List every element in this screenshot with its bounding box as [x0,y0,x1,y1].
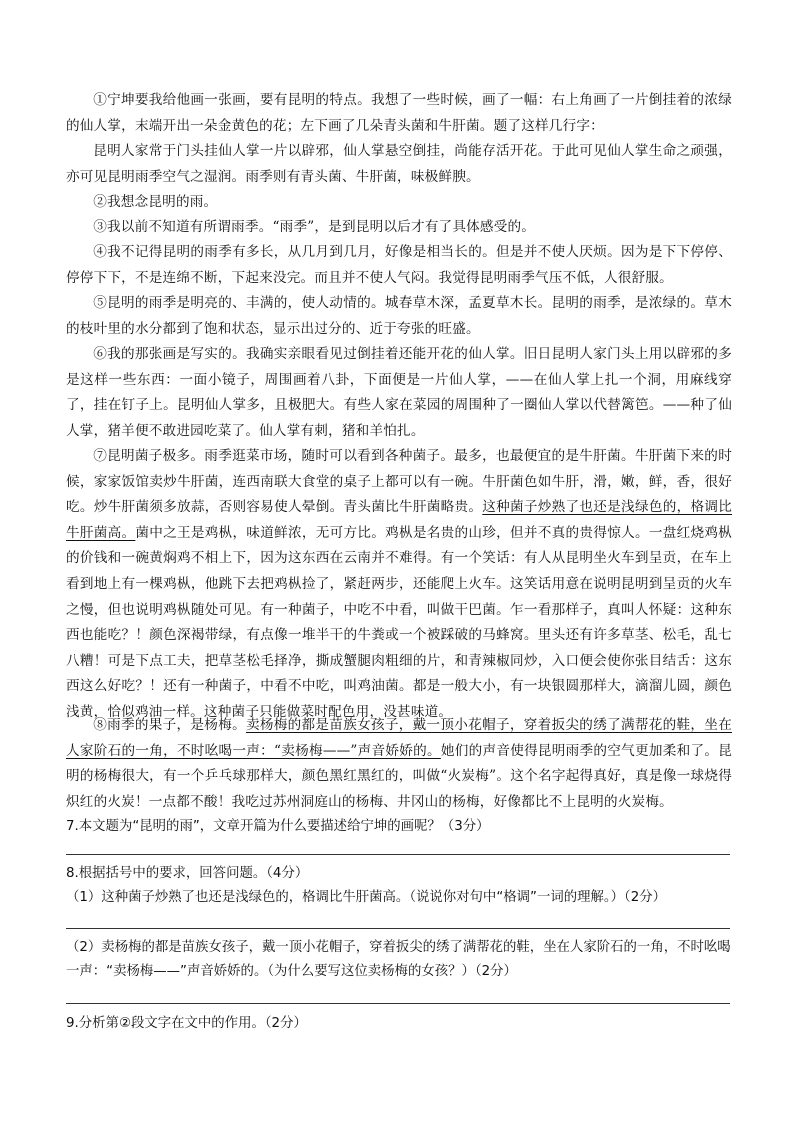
paragraph-5: ⑤昆明的雨季是明亮的、丰满的，使人动情的。城春草木深，孟夏草木长。昆明的雨季，是浓绿的。草木的枝叶里的水分都到了饱和状态，显示出过分的、近于夸张的旺盛。 [66,295,732,337]
paragraph-1: ①宁坤要我给他画一张画，要有昆明的特点。我想了一些时候，画了一幅：右上角画了一片倒挂着的浓绿的仙人掌，末端开出一朵金黄色的花；左下画了几朵青头菌和牛肝菌。题了这样几行字： [66,92,732,134]
paragraph-4: ④我不记得昆明的雨季有多长，从几月到几月，好像是相当长的。但是并不使人厌烦。因为是下下停停、停停下下，不是连绵不断，下起来没完。而且并不使人气闷。我觉得昆明雨季气压不低，人很舒服。 [66,244,732,286]
question-7: 7.本文题为“昆明的雨”，文章开篇为什么要描述给宁坤的画呢？（3分） [66,819,490,834]
underlined-sentence-mushroom: 这种菌子炒熟了也还是浅绿色的，格调比牛肝菌高。 [66,499,732,541]
paragraph-8-text-a: ⑧雨季的果子，是杨梅。 [93,717,246,733]
paragraph-7-text-b: 菌中之王是鸡枞，味道鲜浓，无可方比。鸡枞是名贵的山珍，但并不真的贵得惊人。一盘红烧鸡枞的价钱和一碗黄焖鸡不相上下，因为这东西在云南并不难得。有一个笑话：有人从昆明坐火车到呈贡，在车上看到地上有一棵鸡枞，他跳下去把鸡枞捡了，紧赶两步，还能爬上火车。这笑话用意在说明昆明到呈贡的火车之慢，但也说明鸡枞随处可见。有一种菌子，中吃不中看，叫做干巴菌。乍一看那样子，真叫人怀疑：这种东西也能吃？！颜色深褐带绿，有点像一堆半干的牛粪或一个被踩破的马蜂窝。里头还有许多草茎、松毛，乱七八糟！可是下点工夫，把草茎松毛择净，撕成蟹腿肉粗细的片，和青辣椒同炒，入口便会使你张目结舌：这东西这么好吃？！还有一种菌子，中看不中吃，叫鸡油菌。都是一般大小，有一块银圆那样大，滴溜儿圆，颜色浅黄，恰似鸡油一样。这种菌子只能做菜时配色用，没甚味道。 [66,524,732,720]
question-8: 8.根据括号中的要求，回答问题。（4分） [66,866,309,881]
question-8-part-1: （1）这种菌子炒熟了也还是浅绿色的，格调比牛肝菌高。（说说你对句中“格调”一词的理解。）（2分） [66,890,666,905]
answer-line-q8-1[interactable] [66,928,730,929]
paragraph-8-text-b: 她们的声音使得昆明雨季的空气更加柔和了。昆明的杨梅很大，有一个乒乓球那样大，颜色黑红黑红的，叫做“火炭梅”。这个名字起得真好，真是像一球烧得炽红的火炭！一点都不酸！我吃过苏州洞庭山的杨梅、井冈山的杨梅，好像都比不上昆明的火炭梅。 [66,742,733,810]
paragraph-6: ⑥我的那张画是写实的。我确实亲眼看见过倒挂着还能开花的仙人掌。旧日昆明人家门头上用以辟邪的多是这样一些东西：一面小镜子，周围画着八卦，下面便是一片仙人掌，——在仙人掌上扎一个洞，用麻线穿了，挂在钉子上。昆明仙人掌多，且极肥大。有些人家在菜园的周围种了一圈仙人掌以代替篱笆。——种了仙人掌，猪羊便不敢进园吃菜了。仙人掌有刺，猪和羊怕扎。 [66,346,732,439]
underlined-sentence-bayberry-girl: 卖杨梅的都是苗族女孩子，戴一顶小花帽子，穿着扳尖的绣了满帮花的鞋，坐在人家阶石的一角，不时吆喝一声：“卖杨梅——”声音娇娇的。 [66,717,732,759]
paragraph-8 [66,713,732,815]
answer-line-q8-2[interactable] [66,1003,730,1004]
question-9: 9.分析第②段文字在文中的作用。（2分） [66,1016,307,1031]
paragraph-7-text-a: ⑦昆明菌子极多。雨季逛菜市场，随时可以看到各种菌子。最多，也最便宜的是牛肝菌。牛肝菌下来的时候，家家饭馆卖炒牛肝菌，连西南联大食堂的桌子上都可以有一碗。牛肝菌色如牛肝，滑，嫩，鲜，香，很好吃。炒牛肝菌须多放蒜，否则容易使人晕倒。青头菌比牛肝菌略贵。 [66,448,732,516]
painting-inscription: 昆明人家常于门头挂仙人掌一片以辟邪，仙人掌悬空倒挂，尚能存活开花。于此可见仙人掌生命之顽强，亦可见昆明雨季空气之湿润。雨季则有青头菌、牛肝菌，味极鲜腴。 [66,143,732,185]
paragraph-2: ②我想念昆明的雨。 [93,194,218,210]
question-8-part-2: （2）卖杨梅的都是苗族女孩子，戴一顶小花帽子，穿着扳尖的绣了满帮花的鞋，坐在人家阶石的一角，不时吆喝一声：“卖杨梅——”声音娇娇的。（为什么要写这位卖杨梅的女孩？）（2分） [66,940,731,979]
paragraph-3: ③我以前不知道有所谓雨季。“雨季”，是到昆明以后才有了具体感受的。 [93,219,536,235]
answer-line-q7[interactable] [66,854,730,855]
paragraph-7 [66,444,732,726]
